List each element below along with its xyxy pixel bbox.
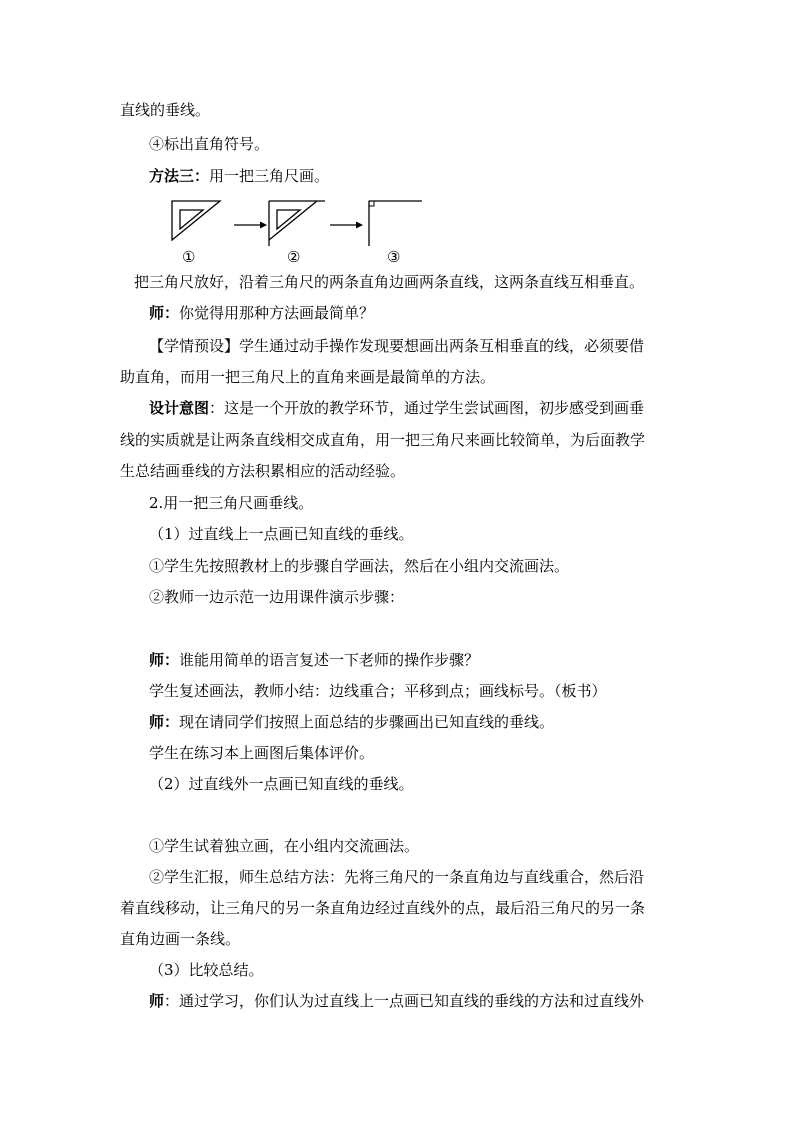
text-line: ①学生先按照教材上的步骤自学画法，然后在小组内交流画法。 (149, 557, 570, 575)
text-line: 把三角尺放好，沿着三角尺的两条直角边画两条直线，这两条直线互相垂直。 (134, 273, 645, 291)
text-span: ：通过学习，你们认为过直线上一点画已知直线的垂线的方法和过直线外 (164, 992, 645, 1010)
figure-label: ③ (387, 248, 401, 264)
speaker-label: 师 (149, 992, 165, 1010)
text-line (149, 650, 479, 670)
text-line: ①学生试着独立画，在小组内交流画法。 (149, 837, 420, 855)
text-line: （1）过直线上一点画已知直线的垂线。 (149, 525, 414, 543)
text-line: ④标出直角符号。 (149, 135, 270, 153)
arrow-icon (234, 222, 267, 229)
text-span: 用一把三角尺画。 (209, 167, 330, 185)
arrow-icon (330, 222, 363, 229)
text-span: 现在请同学们按照上面总结的步骤画出已知直线的垂线。 (179, 713, 555, 731)
speaker-label: 师： (149, 713, 180, 731)
text-line: 助直角，而用一把三角尺上的直角来画是最简单的方法。 (120, 368, 496, 386)
text-line (149, 991, 644, 1011)
text-line: 直线的垂线。 (120, 101, 211, 119)
text-span: ：这是一个开放的教学环节，通过学生尝试画图，初步感受到画垂 (209, 399, 645, 417)
text-line: 线的实质就是让两条直线相交成直角，用一把三角尺来画比较简单，为后面教学 (120, 431, 646, 449)
figure-label: ① (182, 248, 196, 264)
figure-step-1 (172, 201, 220, 240)
text-line: ②学生汇报，师生总结方法：先将三角尺的一条直角边与直线重合，然后沿 (149, 868, 645, 886)
figure-step-2 (269, 201, 325, 246)
text-line: （3）比较总结。 (149, 961, 264, 979)
text-span: 你觉得用那种方法画最简单？ (179, 304, 375, 322)
text-line: 学生在练习本上画图后集体评价。 (149, 744, 375, 762)
text-span: 谁能用简单的语言复述一下老师的操作步骤？ (179, 651, 480, 669)
speaker-label: 师： (149, 651, 180, 669)
text-line (149, 398, 644, 418)
text-line (149, 712, 554, 732)
text-line (149, 166, 329, 186)
text-line: （2）过直线外一点画已知直线的垂线。 (149, 775, 414, 793)
triangle-ruler-steps-figure (160, 196, 440, 264)
text-line: 学生复述画法，教师小结：边线重合；平移到点；画线标号。（板书） (149, 682, 607, 700)
text-line: 2.用一把三角尺画垂线。 (149, 494, 314, 512)
text-line: 【学情预设】学生通过动手操作发现要想画出两条互相垂直的线，必须要借 (149, 337, 645, 355)
speaker-label: 师： (149, 304, 180, 322)
text-line: 生总结画垂线的方法积累相应的活动经验。 (120, 462, 406, 480)
text-line: 直角边画一条线。 (120, 930, 241, 948)
design-intent-label: 设计意图 (149, 399, 210, 417)
figure-step-3 (369, 201, 422, 246)
text-line (149, 303, 374, 323)
method-heading: 方法三： (149, 167, 210, 185)
text-line: 着直线移动，让三角尺的另一条直角边经过直线外的点，最后沿三角尺的另一条 (120, 899, 646, 917)
text-line: ②教师一边示范一边用课件演示步骤： (149, 588, 405, 606)
figure-label: ② (287, 248, 301, 264)
